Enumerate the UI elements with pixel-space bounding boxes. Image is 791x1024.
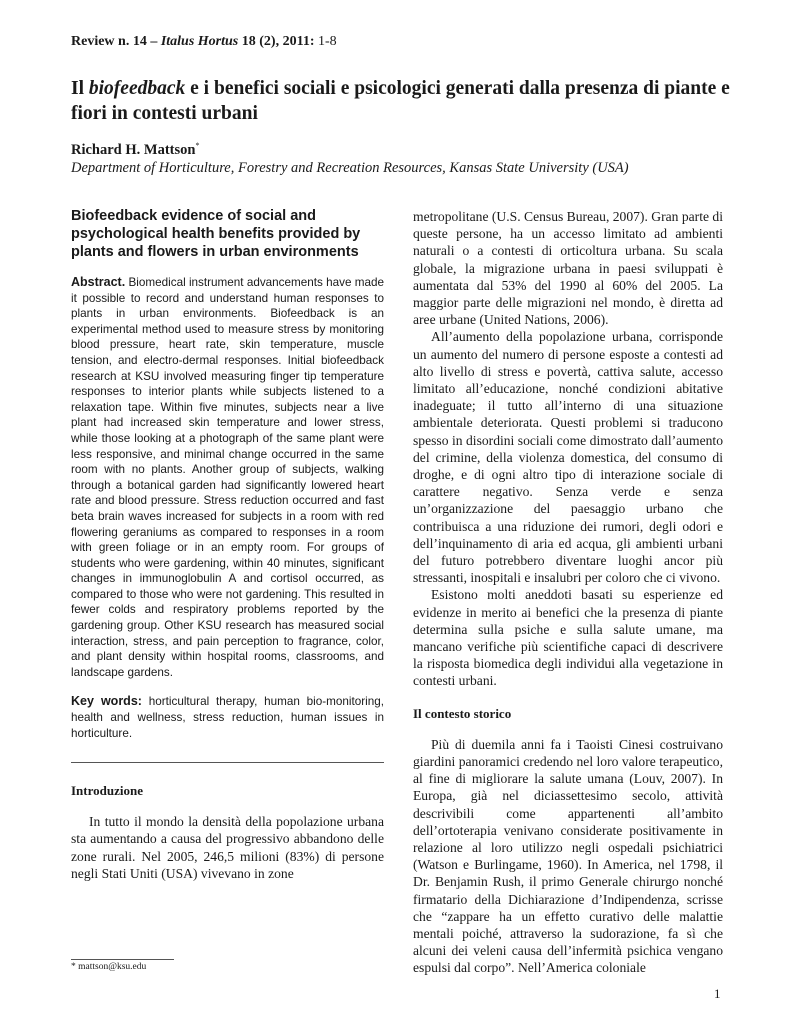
- keywords-text: horticultural therapy, human bio-monitoring, health and wellness, stress reduction, human issues in horticulture.: [71, 695, 384, 740]
- history-heading: Il contesto storico: [413, 705, 512, 721]
- intro-paragraph: In tutto il mondo la densità della popolazione urbana sta aumentando a causa del progressivo abbandono delle zone rurali. Nel 2005, 246,5 milioni (83%) di persone negli Stati Uniti (USA) vivevano in zone: [71, 814, 384, 881]
- author-name: Richard H. Mattson: [71, 141, 196, 158]
- author-footnote-mark: *: [195, 141, 200, 150]
- section-divider: [71, 762, 384, 763]
- footnote: * mattson@ksu.edu: [71, 962, 147, 972]
- body-paragraph-3: Esistono molti aneddoti basati su esperienze ed evidenze in merito ai benefici che la presenza di piante determina sulla psiche e sulla salute umane, ma mancano verifiche più scientifiche capaci di descrivere la risposta biomedica degli individui alla vegetazione in contesti urbani.: [413, 587, 723, 689]
- header-pages: 1-8: [314, 34, 337, 49]
- left-column: [71, 207, 384, 882]
- header-review: Review n. 14 –: [71, 34, 161, 49]
- abstract: [71, 275, 384, 680]
- title-pre: Il: [71, 78, 89, 99]
- right-column: [413, 208, 723, 977]
- keywords-label: Key words:: [71, 694, 142, 709]
- body-paragraph-4: Più di duemila anni fa i Taoisti Cinesi costruivano giardini panoramici credendo nel loro valore terapeutico, al fine di migliorare la salute umana (Louv, 2007). In Europa, già nel diciassettesimo secolo, attività descrivibili come appartenenti all’ambito dell’ortoterapia venivano considerate positivamente in relazione al loro utilizzo negli ospedali psichiatrici (Watson e Burlingame, 1960). In America, nel 1798, il Dr. Benjamin Rush, il primo Generale chirurgo nonché firmatario della Dichiarazione d’Indipendenza, scrisse che “zappare ha un effetto curativo delle malattie mentali poiché, attraverso la sudorazione, fa sì che alcuni dei veleni causa dell’infermità psichica vengano espulsi dal corpo”. Nell’America coloniale: [413, 736, 723, 976]
- page-number: 1: [714, 986, 721, 1001]
- keywords: [71, 694, 384, 741]
- running-header: [71, 34, 337, 50]
- body-paragraph-2: All’aumento della popolazione urbana, corrisponde un aumento del numero di persone esposte a contesti ad alto livello di stress e povertà, cattiva salute, accesso limitato all’educazione, nonché condizioni abitative inadeguate; il tutto all’interno di una situazione ambientale deteriorata. Questi problemi si traducono spesso in disordini sociali come dimostrato dall’aumento del crimine, della violenza domestica, del consumo di droghe, e di ogni altro tipo di interazione sociale di carattere negativo. Senza verde e senza un’organizzazione del paesaggio urbano che contribuisca a una riduzione dei rumori, degli odori e dell’inquinamento di aria ed acqua, gli ambienti urbani del futuro potrebbero diventare luoghi ancor più stressanti, inospitali e insalubri per coloro che ci vivono.: [413, 329, 723, 586]
- footnote-divider: [71, 959, 174, 960]
- body-paragraph-1: metropolitane (U.S. Census Bureau, 2007). Gran parte di queste persone, ha un accesso limitato ad ambienti naturali o a contesti di orticoltura urbana. Su scala globale, la migrazione urbana in paesi sviluppati è aumentata dal 53% del 1990 al 60% del 2005. La maggior parte delle migrazioni nel mondo, è diretta ad aree urbane (United Nations, 2006).: [413, 209, 723, 328]
- abstract-text: Biomedical instrument advancements have made it possible to record and understand human responses to plants in urban environments. Biofeedback is an experimental method used to measure stress by monitoring blood pressure, heart rate, skin temperature, muscle tension, and electro-dermal responses. Initial biofeedback research at KSU involved measuring finger tip temperature responses to interior plants while subjects listened to a relaxation tape. Within five minutes, subjects near a live plant had increased skin temperature and lower stress, while those looking at a photograph of the same plant were less responsive, and minimal change occurred in the same room with no plants. Another group of subjects, walking through a botanical garden had significantly lowered heart rate and blood pressure. Stress reduction occurred and fast beta brain waves increased for subjects in a room with red flowering geraniums as compared to responses in a room with green foliage or in an empty room. For groups of students who were gardening, within 40 minutes, significant changes in immunoglobulin A and cortisol occurred, as compared to those who were not gardening. This resulted in fewer colds and respiratory problems reported by the gardening group. Other KSU research has measured social interaction, stress, and pain perception to fragrance, color, and plant density within hospital rooms, classrooms, and landscape gardens.: [71, 276, 385, 679]
- header-journal: Italus Hortus: [160, 34, 239, 49]
- english-title: Biofeedback evidence of social and psychological health benefits provided by plants and flowers in urban environments: [71, 208, 361, 260]
- abstract-label: Abstract.: [71, 275, 126, 289]
- header-volume: 18 (2), 2011:: [238, 34, 315, 49]
- paper-title: [71, 76, 731, 126]
- title-italic: biofeedback: [88, 78, 186, 99]
- author: [71, 141, 199, 159]
- title-post: e i benefici sociali e psicologici generati dalla presenza di piante e fiori in contesti urbani: [71, 78, 730, 124]
- affiliation: Department of Horticulture, Forestry and Recreation Resources, Kansas State University (USA): [71, 160, 629, 176]
- intro-heading: Introduzione: [71, 783, 143, 799]
